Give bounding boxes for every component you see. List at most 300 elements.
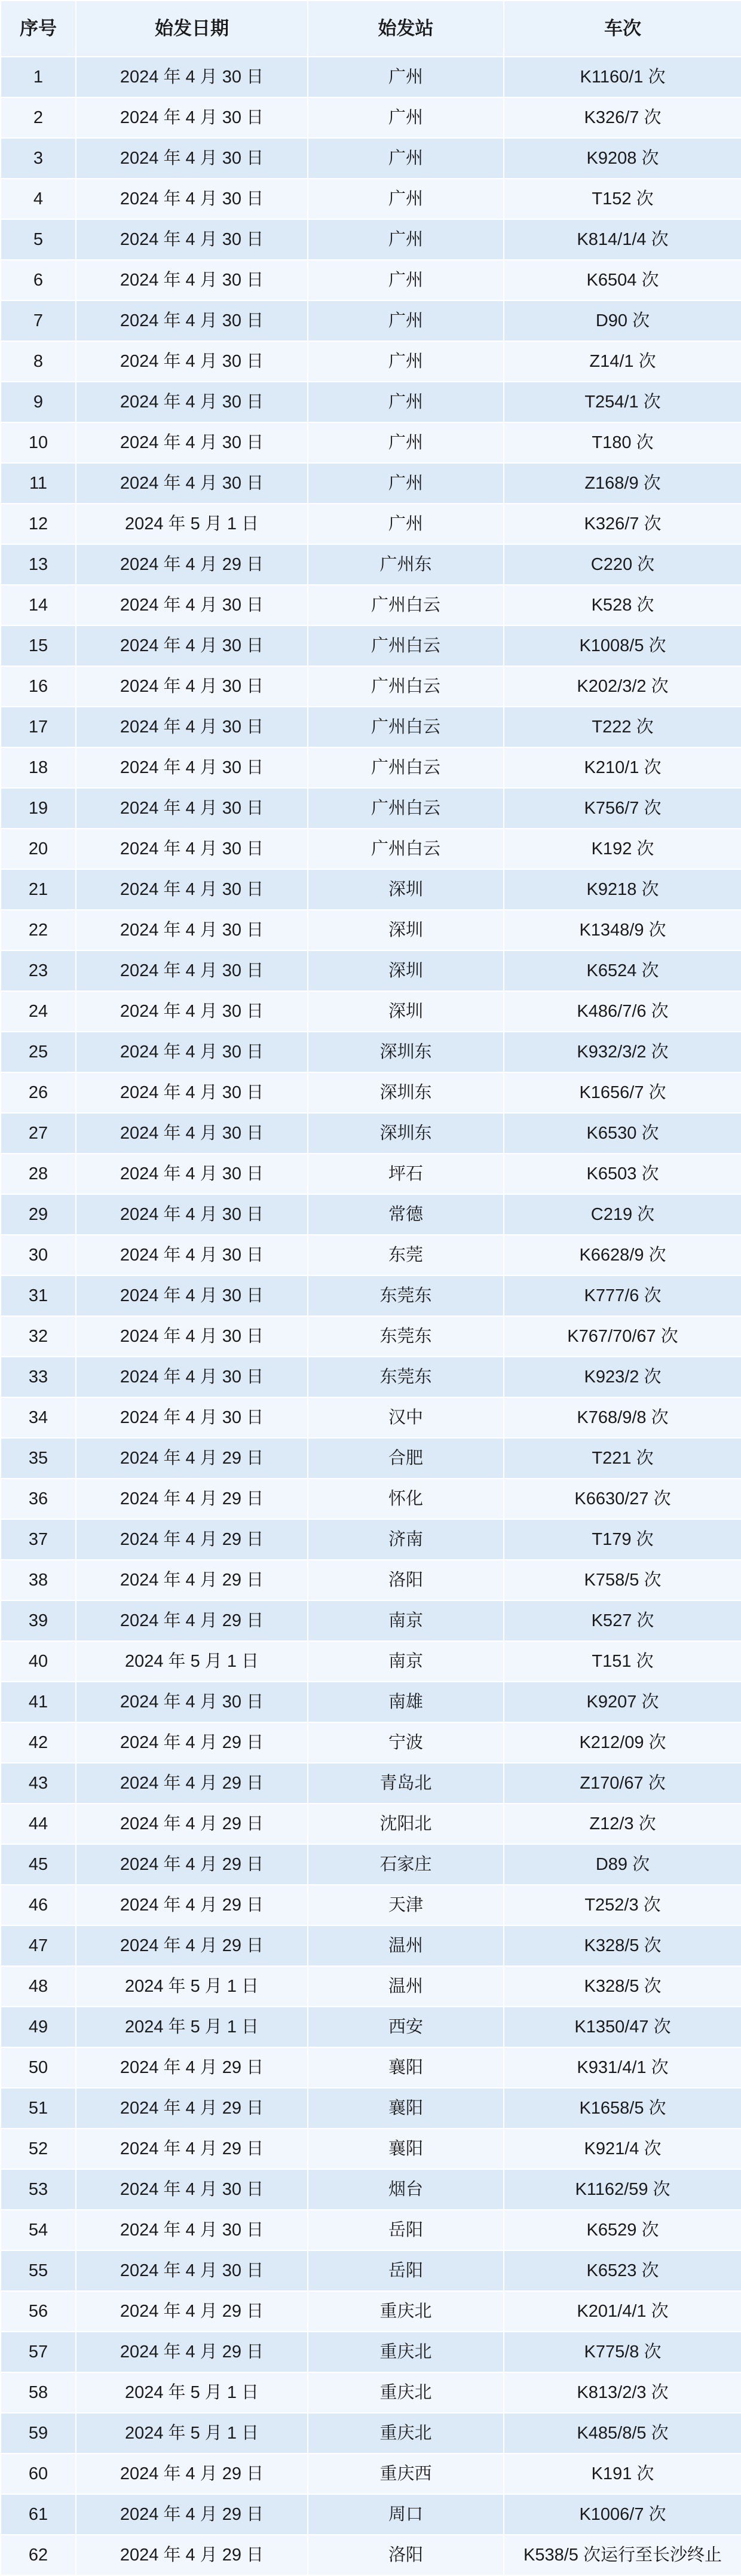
cell-train-number: T179 次	[504, 1519, 741, 1560]
cell-origin-station: 岳阳	[308, 2250, 504, 2291]
cell-index: 33	[1, 1357, 76, 1397]
cell-index: 24	[1, 991, 76, 1032]
cell-departure-date: 2024 年 4 月 30 日	[76, 422, 308, 463]
cell-index: 60	[1, 2454, 76, 2494]
cell-departure-date: 2024 年 5 月 1 日	[76, 504, 308, 544]
cell-train-number: K212/09 次	[504, 1722, 741, 1763]
cell-origin-station: 沈阳北	[308, 1804, 504, 1844]
cell-departure-date: 2024 年 4 月 30 日	[76, 1235, 308, 1275]
table-row	[1, 422, 741, 463]
cell-train-number: Z14/1 次	[504, 341, 741, 382]
cell-departure-date: 2024 年 4 月 29 日	[76, 1722, 308, 1763]
table-row	[1, 1600, 741, 1641]
cell-index: 11	[1, 463, 76, 504]
cell-train-number: K328/5 次	[504, 1966, 741, 2007]
cell-origin-station: 广州	[308, 300, 504, 341]
cell-departure-date: 2024 年 5 月 1 日	[76, 1641, 308, 1682]
cell-origin-station: 广州白云	[308, 707, 504, 747]
column-header-train-number: 车次	[504, 1, 741, 57]
cell-departure-date: 2024 年 4 月 29 日	[76, 2047, 308, 2088]
cell-train-number: T254/1 次	[504, 382, 741, 422]
table-row	[1, 1844, 741, 1885]
table-row	[1, 747, 741, 788]
cell-departure-date: 2024 年 4 月 29 日	[76, 1885, 308, 1925]
cell-departure-date: 2024 年 4 月 30 日	[76, 1072, 308, 1113]
table-row	[1, 1966, 741, 2007]
cell-train-number: T152 次	[504, 179, 741, 219]
table-row	[1, 219, 741, 260]
cell-origin-station: 岳阳	[308, 2210, 504, 2250]
cell-train-number: K9208 次	[504, 138, 741, 179]
table-header-row	[1, 1, 741, 57]
table-row	[1, 341, 741, 382]
cell-train-number: C219 次	[504, 1194, 741, 1235]
cell-origin-station: 周口	[308, 2494, 504, 2535]
cell-train-number: K6530 次	[504, 1113, 741, 1154]
cell-departure-date: 2024 年 4 月 30 日	[76, 585, 308, 625]
cell-train-number: T222 次	[504, 707, 741, 747]
cell-departure-date: 2024 年 4 月 30 日	[76, 300, 308, 341]
table-row	[1, 585, 741, 625]
table-row	[1, 504, 741, 544]
table-row	[1, 1113, 741, 1154]
cell-origin-station: 青岛北	[308, 1763, 504, 1804]
cell-index: 43	[1, 1763, 76, 1804]
table-row	[1, 138, 741, 179]
cell-departure-date: 2024 年 4 月 30 日	[76, 1154, 308, 1194]
cell-origin-station: 深圳东	[308, 1072, 504, 1113]
cell-train-number: K931/4/1 次	[504, 2047, 741, 2088]
cell-index: 12	[1, 504, 76, 544]
cell-index: 59	[1, 2413, 76, 2454]
table-row	[1, 463, 741, 504]
table-row	[1, 1397, 741, 1438]
column-header-index: 序号	[1, 1, 76, 57]
table-row	[1, 2047, 741, 2088]
cell-index: 58	[1, 2372, 76, 2413]
table-row	[1, 260, 741, 300]
cell-departure-date: 2024 年 4 月 30 日	[76, 1113, 308, 1154]
cell-departure-date: 2024 年 5 月 1 日	[76, 1966, 308, 2007]
cell-departure-date: 2024 年 4 月 29 日	[76, 2454, 308, 2494]
cell-train-number: K758/5 次	[504, 1560, 741, 1600]
cell-index: 51	[1, 2088, 76, 2129]
cell-index: 42	[1, 1722, 76, 1763]
cell-departure-date: 2024 年 4 月 30 日	[76, 829, 308, 869]
cell-train-number: K6504 次	[504, 260, 741, 300]
table-row	[1, 2413, 741, 2454]
table-row	[1, 2332, 741, 2372]
cell-origin-station: 广州白云	[308, 829, 504, 869]
cell-departure-date: 2024 年 4 月 30 日	[76, 1397, 308, 1438]
table-row	[1, 869, 741, 910]
column-header-departure-date: 始发日期	[76, 1, 308, 57]
cell-departure-date: 2024 年 4 月 30 日	[76, 666, 308, 707]
cell-departure-date: 2024 年 4 月 30 日	[76, 463, 308, 504]
cell-origin-station: 深圳	[308, 869, 504, 910]
table-row	[1, 910, 741, 950]
cell-departure-date: 2024 年 4 月 29 日	[76, 1804, 308, 1844]
cell-index: 19	[1, 788, 76, 829]
cell-departure-date: 2024 年 4 月 30 日	[76, 625, 308, 666]
cell-train-number: K1348/9 次	[504, 910, 741, 950]
table-row	[1, 57, 741, 97]
cell-train-number: K1350/47 次	[504, 2007, 741, 2047]
table-row	[1, 97, 741, 138]
cell-train-number: K6529 次	[504, 2210, 741, 2250]
table-row	[1, 1235, 741, 1275]
cell-origin-station: 温州	[308, 1925, 504, 1966]
cell-train-number: K1160/1 次	[504, 57, 741, 97]
cell-train-number: K767/70/67 次	[504, 1316, 741, 1357]
cell-origin-station: 广州	[308, 219, 504, 260]
cell-departure-date: 2024 年 4 月 30 日	[76, 747, 308, 788]
cell-train-number: T221 次	[504, 1438, 741, 1479]
cell-departure-date: 2024 年 4 月 29 日	[76, 2535, 308, 2575]
cell-index: 21	[1, 869, 76, 910]
cell-train-number: T151 次	[504, 1641, 741, 1682]
cell-origin-station: 重庆北	[308, 2413, 504, 2454]
cell-origin-station: 广州	[308, 57, 504, 97]
cell-departure-date: 2024 年 4 月 29 日	[76, 2494, 308, 2535]
cell-origin-station: 襄阳	[308, 2129, 504, 2169]
cell-origin-station: 深圳	[308, 950, 504, 991]
cell-train-number: K6628/9 次	[504, 1235, 741, 1275]
cell-train-number: K9218 次	[504, 869, 741, 910]
cell-origin-station: 广州	[308, 463, 504, 504]
cell-train-number: K202/3/2 次	[504, 666, 741, 707]
cell-train-number: K1162/59 次	[504, 2169, 741, 2210]
cell-index: 38	[1, 1560, 76, 1600]
cell-train-number: K768/9/8 次	[504, 1397, 741, 1438]
cell-train-number: K1008/5 次	[504, 625, 741, 666]
table-row	[1, 1722, 741, 1763]
cell-departure-date: 2024 年 5 月 1 日	[76, 2007, 308, 2047]
cell-index: 61	[1, 2494, 76, 2535]
cell-index: 36	[1, 1479, 76, 1519]
cell-departure-date: 2024 年 4 月 30 日	[76, 179, 308, 219]
table-row	[1, 1479, 741, 1519]
table-row	[1, 1032, 741, 1072]
cell-index: 23	[1, 950, 76, 991]
cell-origin-station: 广州	[308, 382, 504, 422]
cell-train-number: K921/4 次	[504, 2129, 741, 2169]
cell-origin-station: 广州	[308, 138, 504, 179]
cell-departure-date: 2024 年 4 月 30 日	[76, 1032, 308, 1072]
cell-train-number: K527 次	[504, 1600, 741, 1641]
cell-origin-station: 广州	[308, 504, 504, 544]
cell-origin-station: 天津	[308, 1885, 504, 1925]
cell-train-number: K1656/7 次	[504, 1072, 741, 1113]
cell-origin-station: 汉中	[308, 1397, 504, 1438]
cell-index: 2	[1, 97, 76, 138]
table-row	[1, 2250, 741, 2291]
table-row	[1, 179, 741, 219]
cell-index: 7	[1, 300, 76, 341]
table-row	[1, 666, 741, 707]
cell-train-number: K813/2/3 次	[504, 2372, 741, 2413]
cell-origin-station: 重庆北	[308, 2332, 504, 2372]
table-row	[1, 1804, 741, 1844]
cell-departure-date: 2024 年 4 月 30 日	[76, 950, 308, 991]
cell-train-number: K777/6 次	[504, 1275, 741, 1316]
cell-train-number: K6523 次	[504, 2250, 741, 2291]
cell-index: 18	[1, 747, 76, 788]
cell-train-number: T180 次	[504, 422, 741, 463]
cell-index: 20	[1, 829, 76, 869]
cell-departure-date: 2024 年 4 月 29 日	[76, 1925, 308, 1966]
table-row	[1, 1194, 741, 1235]
cell-departure-date: 2024 年 4 月 30 日	[76, 1682, 308, 1722]
table-row	[1, 2454, 741, 2494]
cell-origin-station: 广州白云	[308, 788, 504, 829]
table-header	[1, 1, 741, 57]
cell-origin-station: 广州东	[308, 544, 504, 585]
cell-departure-date: 2024 年 4 月 29 日	[76, 544, 308, 585]
table-row	[1, 544, 741, 585]
cell-train-number: K932/3/2 次	[504, 1032, 741, 1072]
cell-origin-station: 广州白云	[308, 625, 504, 666]
cell-departure-date: 2024 年 4 月 29 日	[76, 2332, 308, 2372]
table-row	[1, 950, 741, 991]
cell-index: 31	[1, 1275, 76, 1316]
table-row	[1, 300, 741, 341]
cell-train-number: K326/7 次	[504, 504, 741, 544]
cell-index: 53	[1, 2169, 76, 2210]
cell-departure-date: 2024 年 4 月 30 日	[76, 57, 308, 97]
table-row	[1, 1275, 741, 1316]
table-row	[1, 1316, 741, 1357]
cell-departure-date: 2024 年 4 月 30 日	[76, 341, 308, 382]
table-row	[1, 2007, 741, 2047]
cell-origin-station: 南京	[308, 1600, 504, 1641]
cell-index: 34	[1, 1397, 76, 1438]
cell-origin-station: 广州白云	[308, 666, 504, 707]
table-row	[1, 2088, 741, 2129]
cell-origin-station: 广州	[308, 341, 504, 382]
cell-origin-station: 深圳	[308, 991, 504, 1032]
cell-index: 54	[1, 2210, 76, 2250]
cell-departure-date: 2024 年 4 月 29 日	[76, 2129, 308, 2169]
cell-train-number: K9207 次	[504, 1682, 741, 1722]
cell-origin-station: 东莞东	[308, 1357, 504, 1397]
cell-train-number: D90 次	[504, 300, 741, 341]
cell-departure-date: 2024 年 4 月 30 日	[76, 1357, 308, 1397]
cell-index: 32	[1, 1316, 76, 1357]
cell-departure-date: 2024 年 4 月 29 日	[76, 1519, 308, 1560]
cell-train-number: K191 次	[504, 2454, 741, 2494]
cell-index: 50	[1, 2047, 76, 2088]
cell-departure-date: 2024 年 4 月 30 日	[76, 1194, 308, 1235]
cell-origin-station: 广州	[308, 179, 504, 219]
table-row	[1, 1925, 741, 1966]
cell-train-number: K538/5 次运行至长沙终止	[504, 2535, 741, 2575]
cell-origin-station: 温州	[308, 1966, 504, 2007]
table-row	[1, 2210, 741, 2250]
cell-departure-date: 2024 年 4 月 30 日	[76, 788, 308, 829]
cell-departure-date: 2024 年 4 月 29 日	[76, 1438, 308, 1479]
cell-index: 56	[1, 2291, 76, 2332]
cell-origin-station: 烟台	[308, 2169, 504, 2210]
cell-departure-date: 2024 年 4 月 30 日	[76, 219, 308, 260]
cell-departure-date: 2024 年 5 月 1 日	[76, 2372, 308, 2413]
cell-departure-date: 2024 年 4 月 30 日	[76, 260, 308, 300]
cell-origin-station: 重庆北	[308, 2291, 504, 2332]
cell-index: 62	[1, 2535, 76, 2575]
table-row	[1, 1154, 741, 1194]
cell-origin-station: 济南	[308, 1519, 504, 1560]
cell-index: 44	[1, 1804, 76, 1844]
table-row	[1, 1560, 741, 1600]
cell-train-number: K485/8/5 次	[504, 2413, 741, 2454]
cell-index: 25	[1, 1032, 76, 1072]
cell-train-number: K923/2 次	[504, 1357, 741, 1397]
cell-index: 37	[1, 1519, 76, 1560]
table-row	[1, 1072, 741, 1113]
cell-train-number: Z168/9 次	[504, 463, 741, 504]
cell-origin-station: 洛阳	[308, 2535, 504, 2575]
cell-train-number: K1658/5 次	[504, 2088, 741, 2129]
cell-origin-station: 东莞东	[308, 1275, 504, 1316]
table-row	[1, 2291, 741, 2332]
cell-departure-date: 2024 年 4 月 30 日	[76, 1316, 308, 1357]
table-body	[1, 57, 741, 2575]
table-row	[1, 2129, 741, 2169]
table-row	[1, 1682, 741, 1722]
cell-train-number: K1006/7 次	[504, 2494, 741, 2535]
cell-departure-date: 2024 年 4 月 30 日	[76, 2169, 308, 2210]
cell-origin-station: 宁波	[308, 1722, 504, 1763]
cell-departure-date: 2024 年 4 月 29 日	[76, 1763, 308, 1804]
cell-train-number: K814/1/4 次	[504, 219, 741, 260]
cell-train-number: K756/7 次	[504, 788, 741, 829]
cell-departure-date: 2024 年 4 月 30 日	[76, 1275, 308, 1316]
cell-train-number: C220 次	[504, 544, 741, 585]
cell-train-number: K6630/27 次	[504, 1479, 741, 1519]
cell-index: 6	[1, 260, 76, 300]
cell-index: 47	[1, 1925, 76, 1966]
cell-index: 8	[1, 341, 76, 382]
cell-origin-station: 重庆北	[308, 2372, 504, 2413]
cell-train-number: K528 次	[504, 585, 741, 625]
cell-index: 40	[1, 1641, 76, 1682]
cell-index: 30	[1, 1235, 76, 1275]
cell-train-number: K210/1 次	[504, 747, 741, 788]
cell-origin-station: 深圳东	[308, 1032, 504, 1072]
cell-index: 57	[1, 2332, 76, 2372]
cell-index: 29	[1, 1194, 76, 1235]
table-row	[1, 1519, 741, 1560]
cell-index: 15	[1, 625, 76, 666]
cell-train-number: T252/3 次	[504, 1885, 741, 1925]
cell-origin-station: 襄阳	[308, 2088, 504, 2129]
cell-index: 9	[1, 382, 76, 422]
cell-origin-station: 洛阳	[308, 1560, 504, 1600]
cell-train-number: K201/4/1 次	[504, 2291, 741, 2332]
cell-index: 48	[1, 1966, 76, 2007]
cell-train-number: Z170/67 次	[504, 1763, 741, 1804]
table-row	[1, 382, 741, 422]
cell-origin-station: 南雄	[308, 1682, 504, 1722]
cell-origin-station: 坪石	[308, 1154, 504, 1194]
cell-index: 26	[1, 1072, 76, 1113]
cell-origin-station: 深圳东	[308, 1113, 504, 1154]
cell-departure-date: 2024 年 4 月 29 日	[76, 1560, 308, 1600]
table-row	[1, 1438, 741, 1479]
cell-origin-station: 广州白云	[308, 747, 504, 788]
cell-train-number: D89 次	[504, 1844, 741, 1885]
cell-departure-date: 2024 年 4 月 30 日	[76, 991, 308, 1032]
table-row	[1, 991, 741, 1032]
table-row	[1, 707, 741, 747]
cell-index: 5	[1, 219, 76, 260]
cell-index: 22	[1, 910, 76, 950]
column-header-origin-station: 始发站	[308, 1, 504, 57]
cell-origin-station: 广州白云	[308, 585, 504, 625]
cell-train-number: K192 次	[504, 829, 741, 869]
cell-index: 39	[1, 1600, 76, 1641]
cell-index: 4	[1, 179, 76, 219]
cell-origin-station: 广州	[308, 260, 504, 300]
table-row	[1, 1641, 741, 1682]
cell-origin-station: 深圳	[308, 910, 504, 950]
cell-train-number: K486/7/6 次	[504, 991, 741, 1032]
cell-index: 46	[1, 1885, 76, 1925]
cell-train-number: K326/7 次	[504, 97, 741, 138]
cell-index: 35	[1, 1438, 76, 1479]
cell-index: 28	[1, 1154, 76, 1194]
cell-index: 16	[1, 666, 76, 707]
cell-index: 1	[1, 57, 76, 97]
cell-departure-date: 2024 年 4 月 30 日	[76, 138, 308, 179]
cell-departure-date: 2024 年 4 月 29 日	[76, 2088, 308, 2129]
cell-departure-date: 2024 年 4 月 30 日	[76, 869, 308, 910]
cell-departure-date: 2024 年 4 月 29 日	[76, 2291, 308, 2332]
cell-index: 49	[1, 2007, 76, 2047]
cell-index: 3	[1, 138, 76, 179]
cell-origin-station: 襄阳	[308, 2047, 504, 2088]
table-row	[1, 2169, 741, 2210]
cell-index: 17	[1, 707, 76, 747]
cell-departure-date: 2024 年 4 月 30 日	[76, 2250, 308, 2291]
cell-train-number: K775/8 次	[504, 2332, 741, 2372]
table-row	[1, 1357, 741, 1397]
cell-departure-date: 2024 年 4 月 29 日	[76, 1600, 308, 1641]
cell-departure-date: 2024 年 4 月 30 日	[76, 707, 308, 747]
cell-index: 41	[1, 1682, 76, 1722]
table-row	[1, 2372, 741, 2413]
cell-origin-station: 合肥	[308, 1438, 504, 1479]
cell-origin-station: 重庆西	[308, 2454, 504, 2494]
cell-origin-station: 西安	[308, 2007, 504, 2047]
table-row	[1, 1763, 741, 1804]
cell-index: 45	[1, 1844, 76, 1885]
cell-departure-date: 2024 年 5 月 1 日	[76, 2413, 308, 2454]
table-row	[1, 2494, 741, 2535]
cell-origin-station: 南京	[308, 1641, 504, 1682]
cell-departure-date: 2024 年 4 月 29 日	[76, 1479, 308, 1519]
table-row	[1, 2535, 741, 2575]
cell-index: 13	[1, 544, 76, 585]
cell-train-number: K6503 次	[504, 1154, 741, 1194]
cell-index: 14	[1, 585, 76, 625]
cell-origin-station: 常德	[308, 1194, 504, 1235]
cell-train-number: Z12/3 次	[504, 1804, 741, 1844]
cell-origin-station: 东莞东	[308, 1316, 504, 1357]
cell-origin-station: 东莞	[308, 1235, 504, 1275]
table-row	[1, 788, 741, 829]
cell-index: 55	[1, 2250, 76, 2291]
